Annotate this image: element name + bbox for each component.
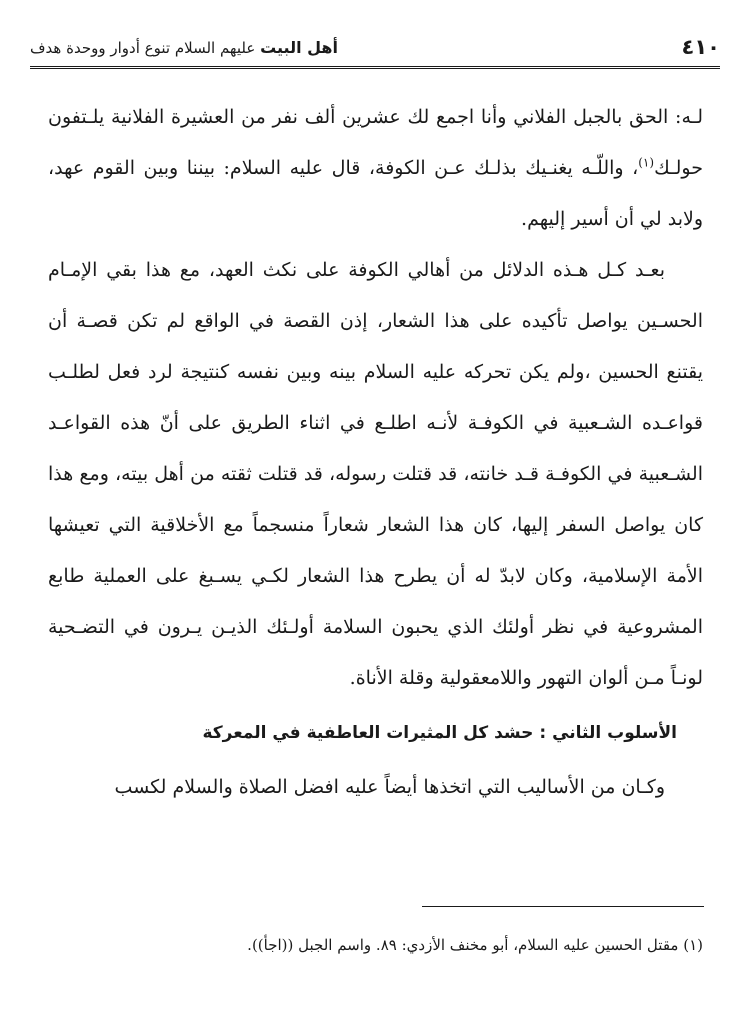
paragraph-1-text-a: لـه: الحق بالجبل الفلاني وأنا اجمع لك عشرين ألف نفر من العشيرة الفلانية يلـتفون حولـك (48, 106, 703, 179)
running-title-honorific: عليهم السلام (174, 38, 256, 57)
paragraph-1-text-b: ، واللّـه يغنـيك بذلـك عـن الكوفة، قال عليه السلام: بيننا وبين القوم عهد، ولابد لي أن أسير إليهم. (48, 157, 703, 230)
footnote-rule (422, 906, 704, 907)
paragraph-1 (48, 92, 703, 245)
running-header (30, 30, 720, 64)
page-number: ٤١٠ (681, 35, 720, 59)
running-title (30, 38, 338, 57)
paragraph-2: بعـد كـل هـذه الدلائل من أهالي الكوفة على نكث العهد، مع هذا بقي الإمـام الحسـين يواصل تأكيده على هذا الشعار، إذن القصة في الواقع لم تكن قصـة أن يقتنع الحسين ،ولم يكن تحركه عليه السلام بينه وبين نفسه كنتيجة لرد فعل لطلـب قواعـده الشـعبية في الكوفـة لأنـه اطلـع في اثناء الطريق على أنّ هذه القواعـد الشـعبية في الكوفـة قـد خانته، قد قتلت رسوله، قد قتلت ثقته من أهل بيته، ومع هذا كان يواصل السفر إليها، كان هذا الشعار شعاراً منسجماً مع الأخلاقية التي تعيشها الأمة الإسلامية، وكان لابدّ له أن يطرح هذا الشعار لكـي يسـبغ على العملية طابع المشروعية في نظر أولئك الذي يحبون السلامة أولـئك الذيـن يـرون في التضـحية لونـاً مـن ألوان التهور واللامعقولية وقلة الأناة. (48, 259, 703, 689)
header-rule (30, 66, 720, 69)
body-text (48, 92, 703, 813)
paragraph-3: وكـان من الأساليب التي اتخذها أيضاً عليه افضل الصلاة والسلام لكسب (114, 776, 665, 798)
running-title-main: أهل البيت (260, 37, 338, 57)
footnote-reference: (١) (638, 155, 655, 170)
running-title-subtitle: تنوع أدوار ووحدة هدف (30, 38, 171, 57)
section-heading: الأسلوب الثاني : حشد كل المثيرات العاطفية في المعركة (202, 723, 677, 743)
footnote: (١) مقتل الحسين عليه السلام، أبو مخنف الأزدي: ٨٩. واسم الجبل ((اجأ)). (247, 936, 703, 954)
